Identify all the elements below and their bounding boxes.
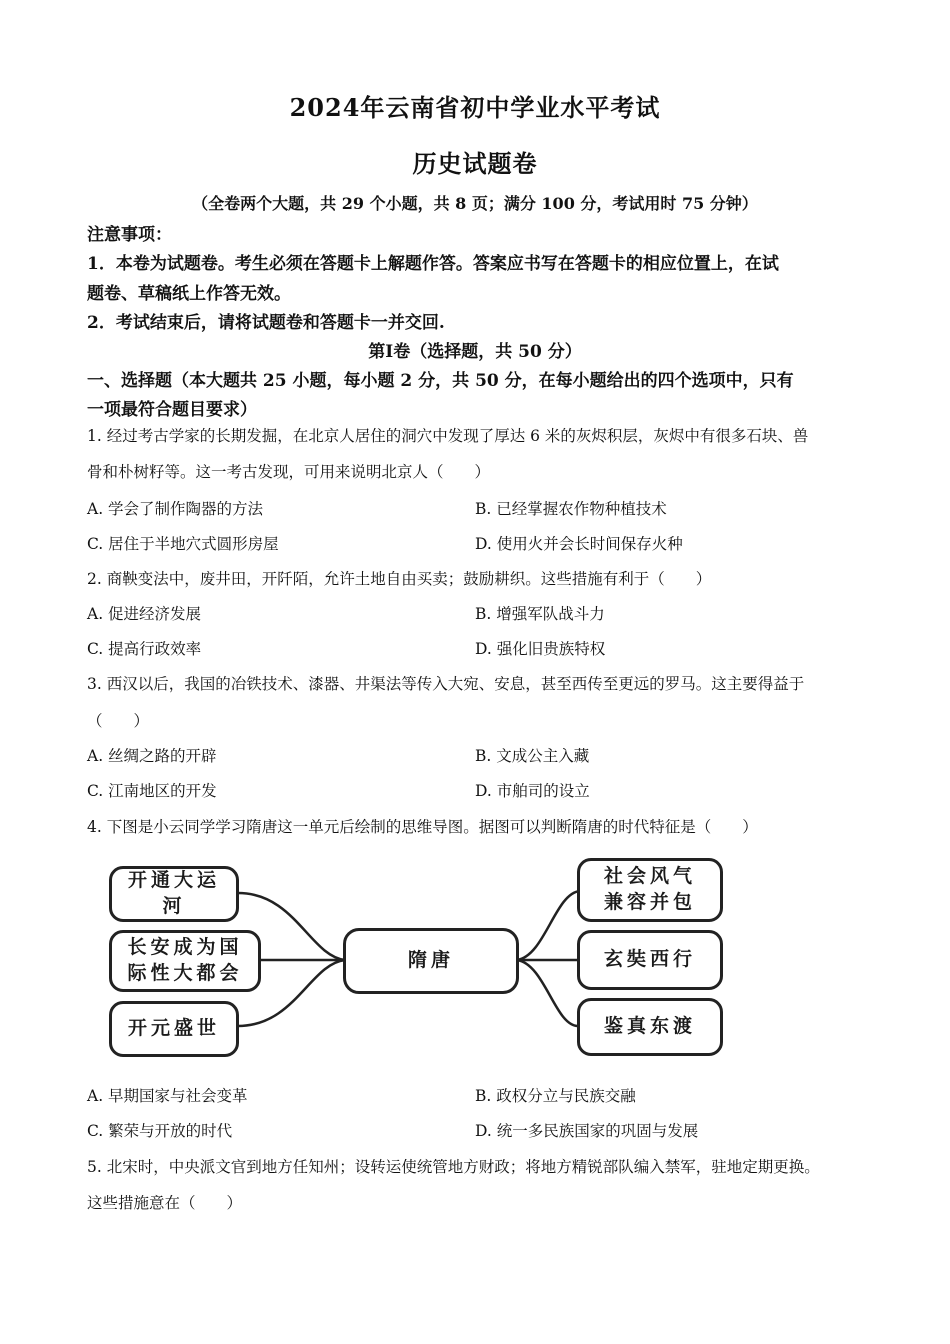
- question-2-stem: 2. 商鞅变法中，废井田，开阡陌，允许土地自由买卖；鼓励耕织。这些措施有利于（ ）: [87, 570, 712, 588]
- mind-map-center-node: 隋唐: [343, 928, 519, 994]
- notice-heading: 注意事项：: [87, 225, 172, 245]
- mind-map-node-changan: 长安成为国 际性大都会: [109, 930, 261, 992]
- exam-title: 2024年云南省初中学业水平考试: [289, 93, 661, 122]
- question-3-stem-line-1: 3. 西汉以后，我国的冶铁技术、漆器、井渠法等传入大宛、安息，甚至西传至更远的罗马。这主要得益于: [87, 675, 805, 693]
- question-3-stem-line-2: （ ）: [87, 712, 150, 730]
- exam-info: （全卷两个大题，共 29 个小题，共 8 页；满分 100 分，考试用时 75 分钟）: [192, 194, 758, 213]
- question-2-option-b: B. 增强军队战斗力: [475, 605, 605, 623]
- question-2-option-a: A. 促进经济发展: [87, 605, 202, 623]
- question-1-option-a: A. 学会了制作陶器的方法: [87, 500, 264, 518]
- question-4-stem: 4. 下图是小云同学学习隋唐这一单元后绘制的思维导图。据图可以判断隋唐的时代特征是（ ）: [87, 818, 758, 836]
- question-1-option-b: B. 已经掌握农作物种植技术: [475, 500, 667, 518]
- question-1-option-c: C. 居住于半地穴式圆形房屋: [87, 535, 279, 553]
- mind-map-node-grand-canal: 开通大运河: [109, 866, 239, 922]
- question-3-option-d: D. 市舶司的设立: [475, 782, 590, 800]
- mind-map-node-kaiyuan: 开元盛世: [109, 1001, 239, 1057]
- question-1-option-d: D. 使用火并会长时间保存火种: [475, 535, 683, 553]
- sui-tang-mind-map: [105, 856, 730, 1062]
- mind-map-node-social-atmosphere: 社会风气 兼容并包: [577, 858, 723, 922]
- exam-subtitle: 历史试题卷: [412, 149, 538, 178]
- question-3-option-c: C. 江南地区的开发: [87, 782, 217, 800]
- question-3-option-b: B. 文成公主入藏: [475, 747, 590, 765]
- question-4-option-d: D. 统一多民族国家的巩固与发展: [475, 1122, 699, 1140]
- question-3-option-a: A. 丝绸之路的开辟: [87, 747, 217, 765]
- part-1-title: 第Ⅰ卷（选择题，共 50 分）: [368, 342, 582, 362]
- question-5-stem-line-2: 这些措施意在（ ）: [87, 1194, 243, 1212]
- mind-map-node-jianzhen: 鉴真东渡: [577, 998, 723, 1056]
- section-1-line-1: 一、选择题（本大题共 25 小题，每小题 2 分，共 50 分，在每小题给出的四个选项中，只有: [87, 371, 794, 391]
- question-4-option-c: C. 繁荣与开放的时代: [87, 1122, 233, 1140]
- notice-item-1-line-2: 题卷、草稿纸上作答无效。: [87, 284, 291, 304]
- question-1-stem-line-1: 1. 经过考古学家的长期发掘，在北京人居住的洞穴中发现了厚达 6 米的灰烬积层，灰烬中有很多石块、兽: [87, 427, 809, 445]
- notice-item-1-line-1: 1．本卷为试题卷。考生必须在答题卡上解题作答。答案应书写在答题卡的相应位置上，在试: [87, 254, 779, 274]
- mind-map-node-xuanzang: 玄奘西行: [577, 930, 723, 990]
- section-1-line-2: 一项最符合题目要求）: [87, 400, 257, 420]
- question-2-option-d: D. 强化旧贵族特权: [475, 640, 606, 658]
- question-1-stem-line-2: 骨和朴树籽等。这一考古发现，可用来说明北京人（ ）: [87, 463, 491, 481]
- question-5-stem-line-1: 5. 北宋时，中央派文官到地方任知州；设转运使统管地方财政；将地方精锐部队编入禁军，驻地定期更换。: [87, 1158, 820, 1176]
- question-2-option-c: C. 提高行政效率: [87, 640, 202, 658]
- question-4-option-a: A. 早期国家与社会变革: [87, 1087, 248, 1105]
- question-4-option-b: B. 政权分立与民族交融: [475, 1087, 636, 1105]
- notice-item-2: 2．考试结束后，请将试题卷和答题卡一并交回.: [87, 313, 445, 333]
